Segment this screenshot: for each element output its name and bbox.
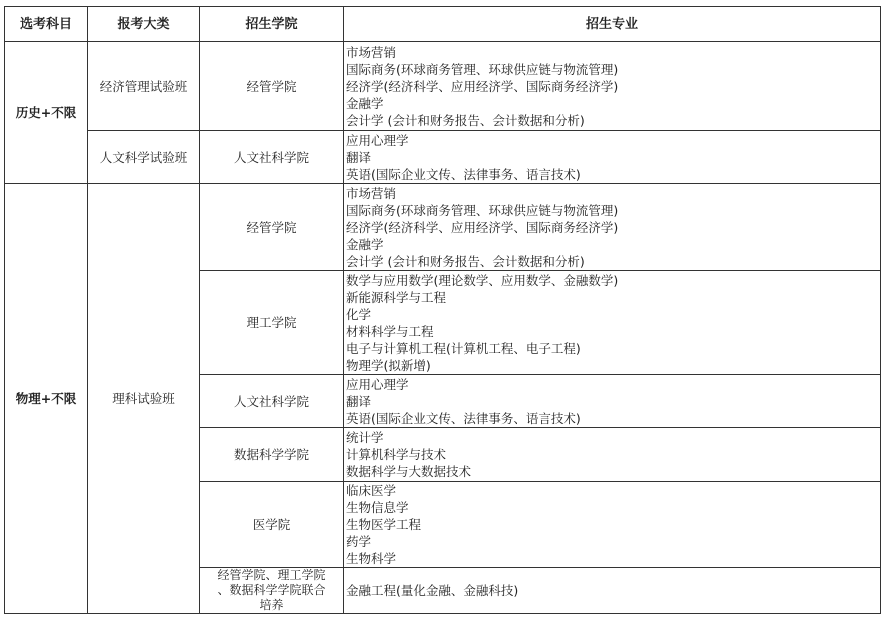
major-item: 药学 xyxy=(346,534,372,549)
major-item: 化学 xyxy=(346,306,372,322)
college-line: 培养 xyxy=(259,598,284,612)
major-item: 国际商务(环球商务管理、环球供应链与物流管理) xyxy=(346,202,619,218)
major-item: 会计学 (会计和财务报告、会计数据和分析) xyxy=(346,253,585,269)
table-row xyxy=(5,131,881,184)
major-item: 生物信息学 xyxy=(346,500,409,515)
major-item: 翻译 xyxy=(346,393,372,409)
majors-cell xyxy=(344,568,881,614)
college-cell: 理工学院 xyxy=(200,271,344,375)
enrollment-table-container xyxy=(4,6,880,610)
college-cell: 经管学院 xyxy=(200,42,344,131)
majors-cell xyxy=(344,271,881,375)
major-item: 材料科学与工程 xyxy=(346,323,434,339)
majors-cell xyxy=(344,42,881,131)
major-item: 应用心理学 xyxy=(346,376,409,392)
college-line: 、数据科学学院联合 xyxy=(217,583,326,597)
college-cell: 人文社科学院 xyxy=(200,375,344,428)
major-item: 金融学 xyxy=(346,95,384,111)
majors-cell xyxy=(344,184,881,271)
major-item: 数学与应用数学(理论数学、应用数学、金融数学) xyxy=(346,272,619,288)
major-item: 市场营销 xyxy=(346,185,397,201)
major-item: 经济学(经济科学、应用经济学、国际商务经济学) xyxy=(346,78,619,94)
subject-cell-history: 历史+不限 xyxy=(5,42,88,184)
header-row xyxy=(5,7,881,42)
subject-cell-physics: 物理+不限 xyxy=(5,184,88,614)
major-item: 计算机科学与技术 xyxy=(346,447,447,462)
major-item: 会计学 (会计和财务报告、会计数据和分析) xyxy=(346,112,585,128)
major-item: 统计学 xyxy=(346,430,384,445)
major-item: 经济学(经济科学、应用经济学、国际商务经济学) xyxy=(346,219,619,235)
major-item: 生物医学工程 xyxy=(346,517,422,532)
major-item: 生物科学 xyxy=(346,551,397,566)
header-category: 报考大类 xyxy=(88,7,200,42)
major-item: 新能源科学与工程 xyxy=(346,289,447,305)
college-cell: 经管学院 xyxy=(200,184,344,271)
college-line: 经管学院、理工学院 xyxy=(217,568,326,582)
major-item: 数据科学与大数据技术 xyxy=(346,464,472,479)
majors-cell xyxy=(344,131,881,184)
major-item: 应用心理学 xyxy=(346,132,409,148)
major-item: 市场营销 xyxy=(346,44,397,60)
college-cell: 数据科学学院 xyxy=(200,428,344,482)
category-cell: 经济管理试验班 xyxy=(88,42,200,131)
major-item: 英语(国际企业文传、法律事务、语言技术) xyxy=(346,166,581,182)
college-cell: 医学院 xyxy=(200,482,344,568)
header-college: 招生学院 xyxy=(200,7,344,42)
majors-cell xyxy=(344,482,881,568)
major-item: 翻译 xyxy=(346,149,372,165)
category-cell-science: 理科试验班 xyxy=(88,184,200,614)
major-item: 英语(国际企业文传、法律事务、语言技术) xyxy=(346,410,581,426)
header-majors: 招生专业 xyxy=(344,7,881,42)
category-cell: 人文科学试验班 xyxy=(88,131,200,184)
table-row xyxy=(5,184,881,271)
major-item: 临床医学 xyxy=(346,483,397,498)
enrollment-table xyxy=(4,6,881,614)
major-item: 物理学(拟新增) xyxy=(346,357,431,373)
college-cell-joint xyxy=(200,568,344,614)
college-cell: 人文社科学院 xyxy=(200,131,344,184)
major-item: 国际商务(环球商务管理、环球供应链与物流管理) xyxy=(346,61,619,77)
header-subject: 选考科目 xyxy=(5,7,88,42)
majors-cell xyxy=(344,428,881,482)
majors-cell xyxy=(344,375,881,428)
major-item: 金融学 xyxy=(346,236,384,252)
major-item: 金融工程(量化金融、金融科技) xyxy=(346,583,519,598)
major-item: 电子与计算机工程(计算机工程、电子工程) xyxy=(346,340,581,356)
table-row xyxy=(5,42,881,131)
